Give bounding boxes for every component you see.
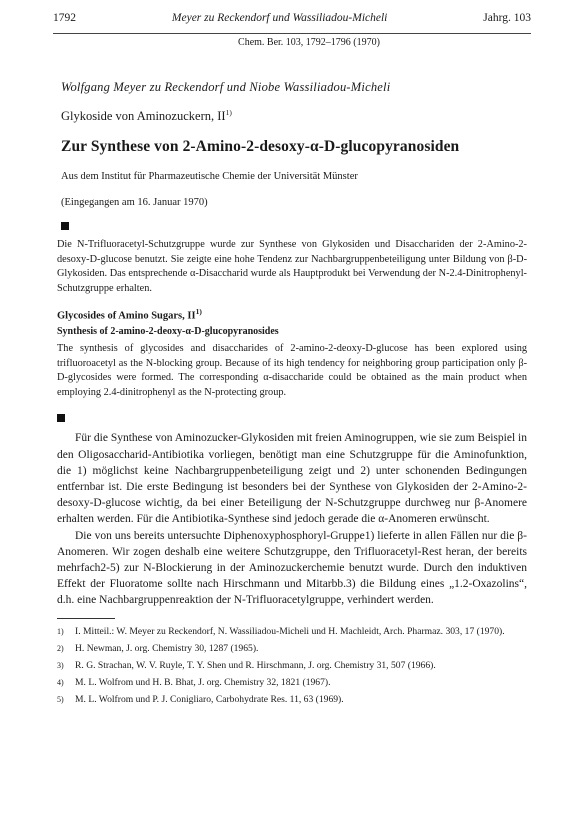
section-marker-icon [61, 222, 69, 230]
citation: Chem. Ber. 103, 1792–1796 (1970) [238, 37, 380, 48]
body-paragraph: Für die Synthese von Aminozucker-Glykosiden mit freien Aminogruppen, wie sie zum Beispiel in den Oligosaccharid-Antibiotika vorliegen, benötigt man eine Schutzgruppe für die Aminofunktion, die 1) möglichst keine Nachbargruppenbeteiligung zeigt und 2) unter schonenden Bedingungen entfernbar ist. Die erste Bedingung ist besonders bei der Synthese von Glykosiden der 2-Amino-2-desoxy-D-glucose wichtig, da bei einer Beteiligung der N-Schutzgruppe durchweg nur β-Anomere erhalten werden. Für die Antibiotika-Synthese sind jedoch gerade die α-Anomeren erwünscht. [57, 432, 527, 526]
footnote-text: M. L. Wolfrom und H. B. Bhat, J. org. Chemistry 32, 1821 (1967). [75, 676, 331, 688]
abstract-german: Die N-Trifluoracetyl-Schutzgruppe wurde zur Synthese von Glykosiden und Disacchariden der 2-Amino-2-desoxy-D-glucose benutzt. Sie zeigte eine hohe Tendenz zur Nachbargruppenbeteiligung unter Bildung von β-D-Glykosiden. Das entsprechende α-Disaccharid wurde als Hauptprodukt bei Verwendung der N-2.4-Dinitrophenyl-Schutzgruppe erhalten. [57, 239, 527, 294]
footnote-text: M. L. Wolfrom und P. J. Conigliaro, Carbohydrate Res. 11, 63 (1969). [75, 693, 344, 705]
footnotes [57, 625, 527, 706]
authors: Wolfgang Meyer zu Reckendorf und Niobe Wassiliadou-Micheli [61, 80, 391, 94]
english-subtitle: Synthesis of 2-amino-2-deoxy-α-D-glucopyranosides [57, 326, 279, 338]
series-title [61, 108, 523, 124]
footnote [57, 676, 527, 689]
running-title: Meyer zu Reckendorf und Wassiliadou-Micheli [171, 12, 388, 24]
series-footnote-ref: 1) [225, 108, 232, 117]
series-title-text: Glykoside von Aminozuckern, II [61, 109, 226, 124]
received-date: (Eingegangen am 16. Januar 1970) [61, 197, 208, 209]
english-title-text: Glycosides of Amino Sugars, II [57, 310, 196, 322]
page-number: 1792 [53, 12, 76, 24]
article-page [53, 12, 531, 710]
english-title-footnote-ref: 1) [195, 306, 202, 316]
footnote-text: H. Newman, J. org. Chemistry 30, 1287 (1965). [75, 642, 259, 654]
footnote-number: 3) [57, 660, 64, 670]
institute: Aus dem Institut für Pharmazeutische Chemie der Universität Münster [61, 171, 358, 183]
footnote [57, 625, 527, 638]
footnote-number: 2) [57, 643, 64, 653]
english-title [57, 307, 523, 322]
footnote-text: R. G. Strachan, W. V. Ruyle, T. Y. Shen und R. Hirschmann, J. org. Chemistry 31, 507 (1966). [75, 659, 436, 671]
footnote-number: 4) [57, 677, 64, 687]
footnote-number: 1) [57, 626, 64, 636]
volume-label: Jahrg. 103 [483, 12, 531, 24]
footnote [57, 642, 527, 655]
running-header [53, 12, 531, 34]
body-text [57, 430, 527, 608]
footnote-text: I. Mitteil.: W. Meyer zu Reckendorf, N. Wassiliadou-Micheli und H. Machleidt, Arch. Pharmaz. 303, 17 (1970). [75, 625, 505, 637]
footnote-divider [57, 618, 115, 619]
body-paragraph: Die von uns bereits untersuchte Diphenoxyphosphoryl-Gruppe1) lieferte in allen Fällen nur die β-Anomeren. Wir zogen deshalb eine weitere Schutzgruppe, den Trifluoracetyl-Rest heran, der bereits mehrfach2-5) zur N-Blockierung in der Aminozuckerchemie benutzt wurde. Durch den induktiven Effekt der Fluoratome sollte nach Hirschmann und Mitarbb.3) die Bildung eines „1.2-Oxazolins“, d.h. eine Nachbargruppenreaktion der N-Trifluoracetylgruppe, verhindert werden. [57, 529, 527, 607]
abstract-english: The synthesis of glycosides and disaccharides of 2-amino-2-deoxy-D-glucose has been explored using trifluoroacetyl as the N-blocking group. Because of its high tendency for neighboring group participation only β-D-glycosides were formed. The corresponding α-disaccharide could be obtained as the main product when employing 2.4-dinitrophenyl as the N-protecting group. [57, 343, 527, 398]
section-marker-icon [57, 414, 65, 422]
footnote [57, 693, 527, 706]
footnote-number: 5) [57, 694, 64, 704]
footnote [57, 659, 527, 672]
article-title: Zur Synthese von 2-Amino-2-desoxy-α-D-glucopyranosiden [61, 138, 460, 156]
